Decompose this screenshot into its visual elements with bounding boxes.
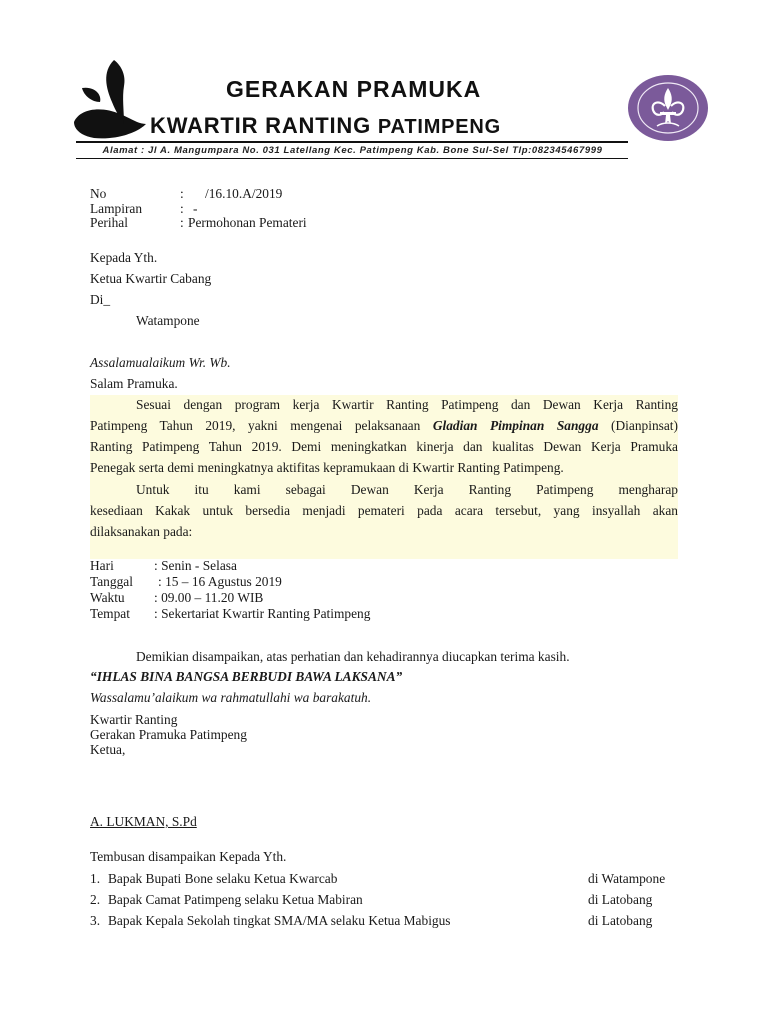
schedule-tanggal-value: : 15 – 16 Agustus 2019 xyxy=(158,574,282,589)
header-title-place: PATIMPENG xyxy=(377,116,502,138)
body-p2-line1: Untuk itu kami sebagai Dewan Kerja Ranting Patimpeng mengharap xyxy=(136,482,678,497)
schedule-waktu-label: Waktu xyxy=(90,590,125,605)
recipient-line4: Watampone xyxy=(136,313,200,328)
meta-lampiran-label: Lampiran xyxy=(90,201,143,216)
body-p1-line3: Ranting Patimpeng Tahun 2019. Demi meningkatkan kinerja dan kualitas Dewan Kerja Pramuka xyxy=(90,439,678,454)
tembusan-heading: Tembusan disampaikan Kepada Yth. xyxy=(90,849,287,864)
body-p2-line3: dilaksanakan pada: xyxy=(90,524,193,539)
header-title-line2 xyxy=(150,113,501,139)
header-rule-bottom xyxy=(76,158,628,159)
schedule-hari-value: : Senin - Selasa xyxy=(154,558,237,573)
tunas-kelapa-logo-icon xyxy=(72,58,148,145)
header-title-kwartir: KWARTIR RANTING xyxy=(150,113,371,138)
body-event-name: Gladian Pimpinan Sangga xyxy=(432,418,599,433)
meta-no-colon: : xyxy=(180,186,184,201)
tembusan-item-number: 2. xyxy=(90,892,101,907)
meta-perihal-label: Perihal xyxy=(90,215,128,230)
scout-emblem-icon xyxy=(627,74,709,147)
tembusan-item-place: di Watampone xyxy=(588,871,666,886)
closing-org-line1: Kwartir Ranting xyxy=(90,712,178,727)
schedule-tanggal-label: Tanggal xyxy=(90,574,133,589)
body-p1-line2-a: Patimpeng Tahun 2019, yakni mengenai pelaksanaan xyxy=(90,418,421,433)
body-p1-line4: Penegak serta demi meningkatnya aktifitas kepramukaan di Kwartir Ranting Patimpeng. xyxy=(90,460,564,475)
tembusan-item-place: di Latobang xyxy=(588,913,653,928)
tembusan-item-number: 1. xyxy=(90,871,101,886)
closing-motto: “IHLAS BINA BANGSA BERBUDI BAWA LAKSANA” xyxy=(90,669,403,684)
tembusan-item-text: Bapak Bupati Bone selaku Ketua Kwarcab xyxy=(108,871,338,886)
header-title-line1: GERAKAN PRAMUKA xyxy=(226,76,482,102)
closing-thanks: Demikian disampaikan, atas perhatian dan kehadirannya diucapkan terima kasih. xyxy=(136,649,570,664)
recipient-line1: Kepada Yth. xyxy=(90,250,158,265)
meta-no-value: /16.10.A/2019 xyxy=(205,186,283,201)
tembusan-item-number: 3. xyxy=(90,913,101,928)
greeting-assalamualaikum: Assalamualaikum Wr. Wb. xyxy=(90,355,231,370)
tembusan-item-place: di Latobang xyxy=(588,892,653,907)
meta-perihal-value: Permohonan Pemateri xyxy=(188,215,307,230)
tembusan-item-text: Bapak Kepala Sekolah tingkat SMA/MA selaku Ketua Mabigus xyxy=(108,913,451,928)
closing-org-line2: Gerakan Pramuka Patimpeng xyxy=(90,727,247,742)
schedule-hari-label: Hari xyxy=(90,558,114,573)
signer-name: A. LUKMAN, S.Pd xyxy=(90,814,197,829)
schedule-tempat-value: : Sekertariat Kwartir Ranting Patimpeng xyxy=(154,606,371,621)
body-p1-line2 xyxy=(90,418,678,434)
meta-lampiran-colon: : xyxy=(180,201,184,216)
schedule-waktu-value: : 09.00 – 11.20 WIB xyxy=(154,590,264,605)
closing-wassalam: Wassalamu’alaikum wa rahmatullahi wa barakatuh. xyxy=(90,690,372,705)
greeting-salam-pramuka: Salam Pramuka. xyxy=(90,376,178,391)
header-address: Alamat : Jl A. Mangumpara No. 031 Latellang Kec. Patimpeng Kab. Bone Sul-Sel Tlp:082345467999 xyxy=(102,145,603,156)
closing-role: Ketua, xyxy=(90,742,126,757)
meta-perihal-colon: : xyxy=(180,215,184,230)
schedule-tempat-label: Tempat xyxy=(90,606,130,621)
recipient-line2: Ketua Kwartir Cabang xyxy=(90,271,212,286)
meta-no-label: No xyxy=(90,186,107,201)
header-rule-top xyxy=(76,141,628,143)
body-p1-line1: Sesuai dengan program kerja Kwartir Ranting Patimpeng dan Dewan Kerja Ranting xyxy=(136,397,678,412)
body-p1-line2-c: (Dianpinsat) xyxy=(611,418,678,433)
tembusan-item-text: Bapak Camat Patimpeng selaku Ketua Mabiran xyxy=(108,892,363,907)
meta-lampiran-value: - xyxy=(193,201,198,216)
recipient-line3: Di_ xyxy=(90,292,111,307)
body-p2-line2: kesediaan Kakak untuk bersedia menjadi pemateri pada acara tersebut, yang insyallah akan xyxy=(90,503,678,518)
